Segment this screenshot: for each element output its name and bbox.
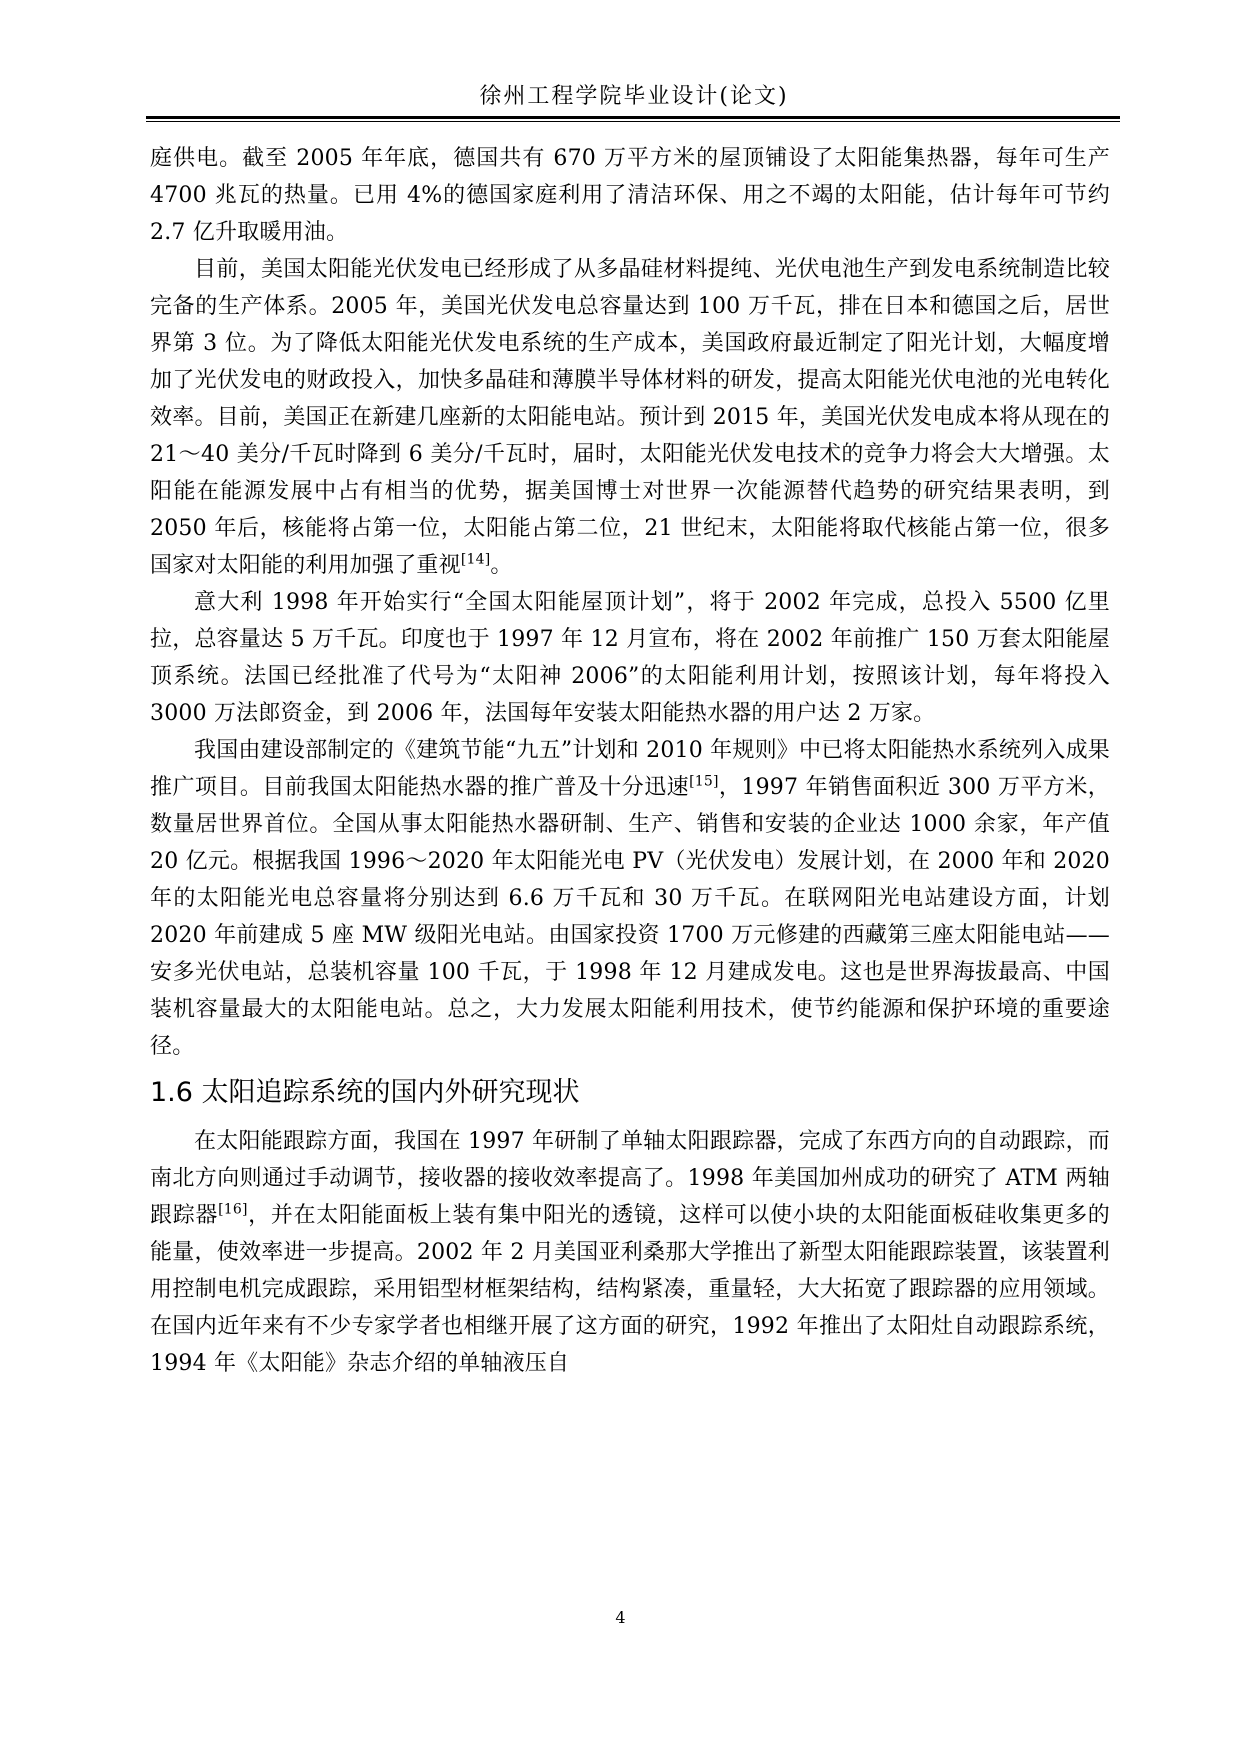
paragraph-text-tail: ，并在太阳能面板上装有集中阳光的透镜，这样可以使小块的太阳能面板硅收集更多的能量，使效率进一步提高。2002 年 2 月美国亚利桑那大学推出了新型太阳能跟踪装置，该装置利用控制电机完成跟踪，采用铝型材框架结构，结构紧凑，重量轻，大大拓宽了跟踪器的应用领域。在国内近年来有不少专家学者也相继开展了这方面的研究，1992 年推出了太阳灶自动跟踪系统，1994 年《太阳能》杂志介绍的单轴液压自: [150, 1203, 1110, 1376]
paragraph-text: 我国由建设部制定的《建筑节能“九五”计划和 2010 年规则》中已将太阳能热水系统列入成果推广项目。目前我国太阳能热水器的推广普及十分迅速: [150, 738, 1110, 800]
body-text: [150, 140, 1110, 1382]
paragraph-usa-photovoltaic: [150, 251, 1110, 584]
paragraph-text: 在太阳能跟踪方面，我国在 1997 年研制了单轴太阳跟踪器，完成了东西方向的自动跟踪，而南北方向则通过手动调节，接收器的接收效率提高了。1998 年美国加州成功的研究了 ATM 两轴跟踪器: [150, 1129, 1110, 1228]
page-number: 4: [615, 1608, 626, 1627]
paragraph-text-tail: 。: [490, 553, 513, 578]
citation-ref: [14]: [460, 551, 491, 568]
citation-ref: [15]: [689, 773, 719, 790]
citation-ref: [16]: [218, 1201, 248, 1218]
paragraph-italy-india-france: [150, 584, 1110, 732]
paragraph-text: 庭供电。截至 2005 年年底，德国共有 670 万平方米的屋顶铺设了太阳能集热器，每年可生产 4700 兆瓦的热量。已用 4%的德国家庭利用了清洁环保、用之不竭的太阳能，估计每年可节约 2.7 亿升取暖用油。: [150, 146, 1110, 245]
paragraph-continuation: [150, 140, 1110, 251]
paragraph-text: 意大利 1998 年开始实行“全国太阳能屋顶计划”，将于 2002 年完成，总投入 5500 亿里拉，总容量达 5 万千瓦。印度也于 1997 年 12 月宣布，将在 2002 年前推广 150 万套太阳能屋顶系统。法国已经批准了代号为“太阳神 2006”的太阳能利用计划，按照该计划，每年将投入 3000 万法郎资金，到 2006 年，法国每年安装太阳能热水器的用户达 2 万家。: [150, 590, 1110, 726]
running-header: 徐州工程学院毕业设计(论文): [479, 84, 789, 109]
header-rule: [146, 116, 1120, 119]
header-rule-secondary: [146, 121, 1120, 122]
paragraph-text: 目前，美国太阳能光伏发电已经形成了从多晶硅材料提纯、光伏电池生产到发电系统制造比较完备的生产体系。2005 年，美国光伏发电总容量达到 100 万千瓦，排在日本和德国之后，居世界第 3 位。为了降低太阳能光伏发电系统的生产成本，美国政府最近制定了阳光计划，大幅度增加了光伏发电的财政投入，加快多晶硅和薄膜半导体材料的研发，提高太阳能光伏电池的光电转化效率。目前，美国正在新建几座新的太阳能电站。预计到 2015 年，美国光伏发电成本将从现在的 21～40 美分/千瓦时降到 6 美分/千瓦时，届时，太阳能光伏发电技术的竞争力将会大大增强。太阳能在能源发展中占有相当的优势，据美国博士对世界一次能源替代趋势的研究结果表明，到 2050 年后，核能将占第一位，太阳能占第二位，21 世纪末，太阳能将取代核能占第一位，很多国家对太阳能的利用加强了重视: [150, 257, 1110, 578]
section-heading: 1.6 太阳追踪系统的国内外研究现状: [150, 1077, 580, 1108]
paragraph-solar-tracking: [150, 1123, 1110, 1382]
paragraph-text-tail: ，1997 年销售面积近 300 万平方米，数量居世界首位。全国从事太阳能热水器研制、生产、销售和安装的企业达 1000 余家，年产值 20 亿元。根据我国 1996～2020 年太阳能光电 PV（光伏发电）发展计划，在 2000 年和 2020 年的太阳能光电总容量将分别达到 6.6 万千瓦和 30 万千瓦。在联网阳光电站建设方面，计划 2020 年前建成 5 座 MW 级阳光电站。由国家投资 1700 万元修建的西藏第三座太阳能电站——安多光伏电站，总装机容量 100 千瓦，于 1998 年 12 月建成发电。这也是世界海拔最高、中国装机容量最大的太阳能电站。总之，大力发展太阳能利用技术，使节约能源和保护环境的重要途径。: [150, 775, 1110, 1059]
paragraph-china-solar: [150, 732, 1110, 1065]
